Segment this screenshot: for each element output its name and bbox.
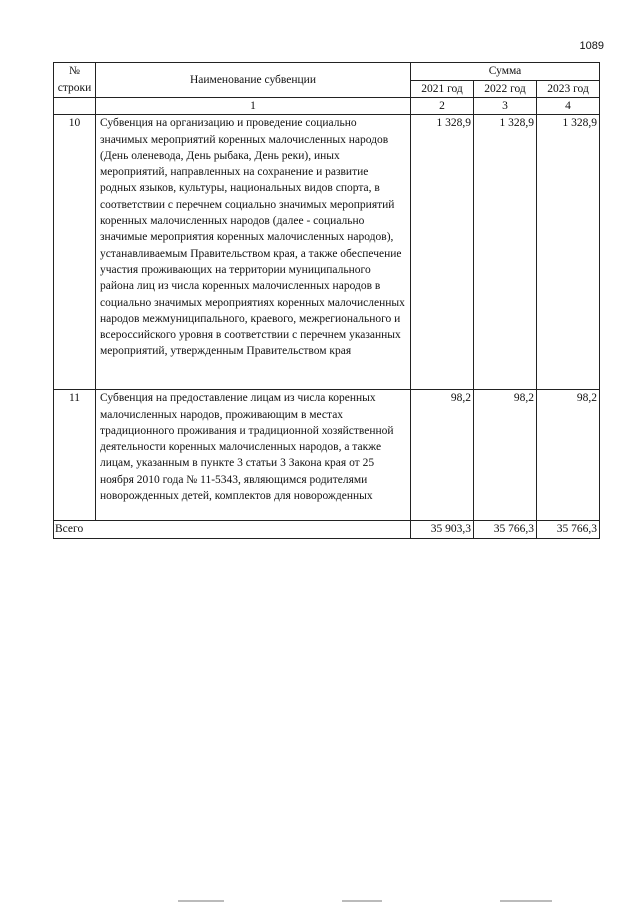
footer-scan-mark <box>500 900 552 902</box>
row-number: 10 <box>54 115 96 390</box>
header-year-2022: 2022 год <box>474 80 537 98</box>
row-description-text: Субвенция на организацию и проведение социально значимых мероприятий коренных малочисленных народов (День оленевода, День рыбака, День реки), иных мероприятий, направленных на сохранение и развитие родных языков, культуры, национальных видов спорта, в соответствии с перечнем социально значимых мероприятий коренных малочисленных народов (далее - социально значимые мероприятия коренных малочисленных народов), устанавливаемым Правительством края, а также обеспечение участия проживающих на территории муниципального района лиц из числа коренных малочисленных народов в социально значимых мероприятиях коренных малочисленных народов межмуниципального, краевого, межрегионального и всероссийского уровня в соответствии с перечнем указанных мероприятий, утвержденным Правительством края <box>100 117 405 358</box>
header-subvention-name: Наименование субвенции <box>96 63 411 98</box>
header-row-number-line1: № <box>69 65 80 77</box>
row-value-2021: 1 328,9 <box>411 115 474 390</box>
total-value-2021: 35 903,3 <box>411 521 474 538</box>
row-value-2023: 98,2 <box>537 390 600 521</box>
subvention-table <box>53 62 600 539</box>
table-row <box>54 115 600 390</box>
total-value-2023: 35 766,3 <box>537 521 600 538</box>
total-row <box>54 521 600 538</box>
row-description <box>96 115 411 390</box>
column-number-blank <box>54 98 96 115</box>
header-row-number <box>54 63 96 98</box>
header-row-1 <box>54 63 600 81</box>
row-value-2022: 1 328,9 <box>474 115 537 390</box>
page-number: 1089 <box>579 40 604 52</box>
total-label: Всего <box>54 521 411 538</box>
column-number-3: 3 <box>474 98 537 115</box>
row-value-2023: 1 328,9 <box>537 115 600 390</box>
row-number: 11 <box>54 390 96 521</box>
column-number-2: 2 <box>411 98 474 115</box>
total-value-2022: 35 766,3 <box>474 521 537 538</box>
column-number-4: 4 <box>537 98 600 115</box>
footer-scan-mark <box>342 900 382 902</box>
row-description-text: Субвенция на предоставление лицам из числа коренных малочисленных народов, проживающим в местах традиционного проживания и традиционной хозяйственной деятельности коренных малочисленных народов, а также лицам, указанным в пункте 3 статьи 3 Закона края от 25 ноября 2010 года № 11-5343, являющимся родителями новорожденных детей, комплектов для новорожденных <box>100 392 394 503</box>
row-value-2022: 98,2 <box>474 390 537 521</box>
column-numbers-row <box>54 98 600 115</box>
row-description <box>96 390 411 521</box>
header-year-2023: 2023 год <box>537 80 600 98</box>
table-row <box>54 390 600 521</box>
column-number-1: 1 <box>96 98 411 115</box>
header-row-number-line2: строки <box>57 82 92 94</box>
header-year-2021: 2021 год <box>411 80 474 98</box>
footer-scan-mark <box>178 900 224 902</box>
header-sum: Сумма <box>411 63 600 81</box>
row-value-2021: 98,2 <box>411 390 474 521</box>
